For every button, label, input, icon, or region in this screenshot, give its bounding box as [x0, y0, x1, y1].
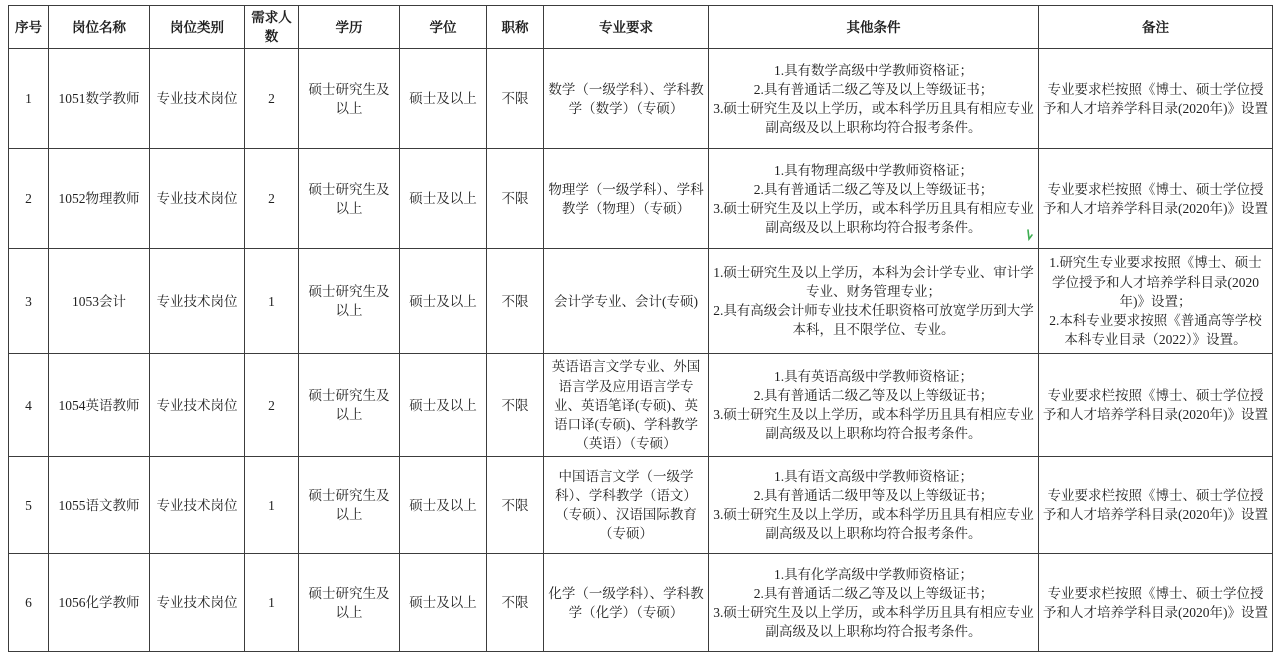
- cell-conditions: [709, 554, 1039, 652]
- column-header-degree: 学位: [400, 6, 487, 49]
- cell-conditions-line: 3.硕士研究生及以上学历，或本科学历且具有相应专业副高级及以上职称均符合报考条件。: [713, 100, 1034, 135]
- cell-category: 专业技术岗位: [150, 149, 245, 249]
- cell-conditions-line: 1.具有语文高级中学教师资格证；: [773, 469, 974, 484]
- cell-major: 英语语言文学专业、外国语言学及应用语言学专业、英语笔译(专硕)、英语口译(专硕)、学科教学（英语）（专硕）: [544, 354, 709, 457]
- table-row: [9, 457, 1273, 554]
- cell-name: 1054英语教师: [49, 354, 150, 457]
- cell-degree: 硕士及以上: [400, 354, 487, 457]
- cell-education: 硕士研究生及以上: [299, 149, 400, 249]
- cell-name: 1052物理教师: [49, 149, 150, 249]
- cell-seq: 5: [9, 457, 49, 554]
- cell-category: 专业技术岗位: [150, 49, 245, 149]
- table-header: [9, 6, 1273, 49]
- cell-count: 1: [245, 457, 299, 554]
- column-header-count: 需求人数: [245, 6, 299, 49]
- cell-remarks-line: 专业要求栏按照《博士、硕士学位授予和人才培养学科目录(2020年)》设置: [1043, 488, 1268, 523]
- cell-title: 不限: [487, 554, 544, 652]
- cell-seq: 3: [9, 249, 49, 354]
- cell-conditions-line: 2.具有普通话二级乙等及以上等级证书；: [753, 585, 994, 601]
- cell-conditions-line: 3.硕士研究生及以上学历，或本科学历且具有相应专业副高级及以上职称均符合报考条件。: [713, 507, 1034, 542]
- cell-remarks-line: 专业要求栏按照《博士、硕士学位授予和人才培养学科目录(2020年)》设置: [1043, 81, 1268, 116]
- cell-conditions-line: 3.硕士研究生及以上学历，或本科学历且具有相应专业副高级及以上职称均符合报考条件。: [713, 200, 1034, 235]
- table-row: [9, 354, 1273, 457]
- cell-education: 硕士研究生及以上: [299, 554, 400, 652]
- cell-education: 硕士研究生及以上: [299, 49, 400, 149]
- cell-conditions-line: 1.具有英语高级中学教师资格证；: [773, 369, 974, 384]
- cell-degree: 硕士及以上: [400, 149, 487, 249]
- cell-conditions: [709, 249, 1039, 354]
- table-body: [9, 49, 1273, 652]
- column-header-seq: 序号: [9, 6, 49, 49]
- cell-conditions: [709, 354, 1039, 457]
- cell-category: 专业技术岗位: [150, 457, 245, 554]
- cell-title: 不限: [487, 49, 544, 149]
- cell-education: 硕士研究生及以上: [299, 249, 400, 354]
- cell-seq: 1: [9, 49, 49, 149]
- cell-remarks-line: 2.本科专业要求按照《普通高等学校本科专业目录（2022）》设置。: [1049, 312, 1262, 348]
- cell-seq: 6: [9, 554, 49, 652]
- table-row: [9, 49, 1273, 149]
- cell-seq: 4: [9, 354, 49, 457]
- cell-conditions: [709, 149, 1039, 249]
- cell-major: 化学（一级学科）、学科教学（化学）（专硕）: [544, 554, 709, 652]
- cell-degree: 硕士及以上: [400, 554, 487, 652]
- cell-conditions-line: 1.具有化学高级中学教师资格证；: [773, 566, 974, 582]
- cell-conditions-line: 1.硕士研究生及以上学历，本科为会计学专业、审计学专业、财务管理专业；: [713, 265, 1034, 300]
- cell-title: 不限: [487, 249, 544, 354]
- cell-count: 2: [245, 354, 299, 457]
- cell-major: 物理学（一级学科）、学科教学（物理）（专硕）: [544, 149, 709, 249]
- table-row: [9, 149, 1273, 249]
- cell-conditions-line: 2.具有高级会计师专业技术任职资格可放宽学历到大学本科，且不限学位、专业。: [713, 303, 1034, 338]
- cell-remarks-line: 专业要求栏按照《博士、硕士学位授予和人才培养学科目录(2020年)》设置: [1043, 181, 1268, 216]
- cell-count: 1: [245, 249, 299, 354]
- cell-conditions-line: 2.具有普通话二级乙等及以上等级证书；: [753, 388, 994, 404]
- cell-education: 硕士研究生及以上: [299, 354, 400, 457]
- cell-conditions-line: 2.具有普通话二级甲等及以上等级证书；: [753, 488, 994, 504]
- table-row: [9, 249, 1273, 354]
- cell-name: 1051数学教师: [49, 49, 150, 149]
- cell-remarks: [1039, 249, 1273, 354]
- cell-major: 中国语言文学（一级学科）、学科教学（语文）（专硕）、汉语国际教育（专硕）: [544, 457, 709, 554]
- column-header-major: 专业要求: [544, 6, 709, 49]
- cell-conditions-line: 1.具有数学高级中学教师资格证；: [773, 62, 974, 78]
- cell-conditions-line: 2.具有普通话二级乙等及以上等级证书；: [753, 81, 994, 97]
- cell-conditions-line: 3.硕士研究生及以上学历，或本科学历且具有相应专业副高级及以上职称均符合报考条件。: [713, 604, 1034, 639]
- cell-count: 2: [245, 149, 299, 249]
- table-row: [9, 554, 1273, 652]
- cell-remarks-line: 专业要求栏按照《博士、硕士学位授予和人才培养学科目录(2020年)》设置: [1043, 585, 1268, 620]
- cell-name: 1053会计: [49, 249, 150, 354]
- column-header-remarks: 备注: [1039, 6, 1273, 49]
- cell-title: 不限: [487, 457, 544, 554]
- cell-category: 专业技术岗位: [150, 554, 245, 652]
- cell-category: 专业技术岗位: [150, 249, 245, 354]
- cell-category: 专业技术岗位: [150, 354, 245, 457]
- column-header-name: 岗位名称: [49, 6, 150, 49]
- header-row: [9, 6, 1273, 49]
- cell-major: 会计学专业、会计(专硕): [544, 249, 709, 354]
- cell-conditions: [709, 457, 1039, 554]
- cell-remarks-line: 专业要求栏按照《博士、硕士学位授予和人才培养学科目录(2020年)》设置: [1043, 388, 1268, 423]
- cell-degree: 硕士及以上: [400, 49, 487, 149]
- cell-name: 1055语文教师: [49, 457, 150, 554]
- cell-remarks: [1039, 554, 1273, 652]
- cell-remarks: [1039, 457, 1273, 554]
- cell-remarks: [1039, 149, 1273, 249]
- recruitment-positions-table: [8, 5, 1273, 652]
- cell-education: 硕士研究生及以上: [299, 457, 400, 554]
- cell-title: 不限: [487, 354, 544, 457]
- cell-remarks: [1039, 354, 1273, 457]
- cell-count: 1: [245, 554, 299, 652]
- cell-conditions: [709, 49, 1039, 149]
- column-header-conditions: 其他条件: [709, 6, 1039, 49]
- column-header-category: 岗位类别: [150, 6, 245, 49]
- cell-name: 1056化学教师: [49, 554, 150, 652]
- cell-remarks-line: 1.研究生专业要求按照《博士、硕士学位授予和人才培养学科目录(2020年)》设置；: [1049, 255, 1262, 309]
- cell-count: 2: [245, 49, 299, 149]
- cell-title: 不限: [487, 149, 544, 249]
- cell-remarks: [1039, 49, 1273, 149]
- cell-major: 数学（一级学科）、学科教学（数学）（专硕）: [544, 49, 709, 149]
- column-header-title: 职称: [487, 6, 544, 49]
- cell-seq: 2: [9, 149, 49, 249]
- column-header-education: 学历: [299, 6, 400, 49]
- cell-degree: 硕士及以上: [400, 457, 487, 554]
- cell-conditions-line: 1.具有物理高级中学教师资格证；: [773, 162, 974, 178]
- cell-degree: 硕士及以上: [400, 249, 487, 354]
- cell-conditions-line: 2.具有普通话二级乙等及以上等级证书；: [753, 181, 994, 197]
- cell-conditions-line: 3.硕士研究生及以上学历，或本科学历且具有相应专业副高级及以上职称均符合报考条件。: [713, 407, 1034, 442]
